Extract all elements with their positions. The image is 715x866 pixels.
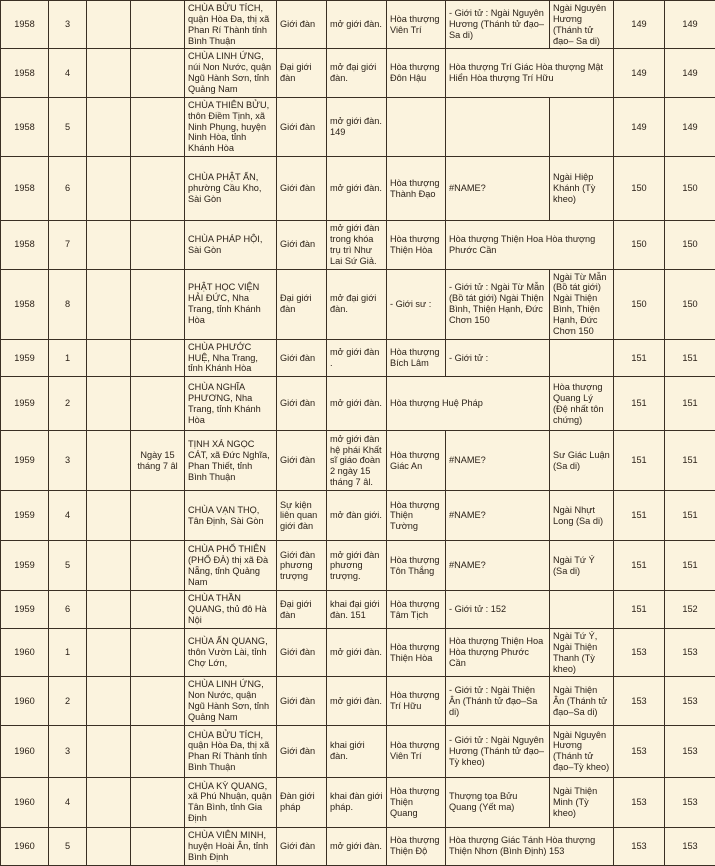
blank-cell <box>87 377 131 431</box>
roles-cell: - Giới tử : <box>446 339 550 377</box>
year-cell: 1960 <box>1 827 49 865</box>
page-start-cell: 151 <box>614 591 665 629</box>
blank-cell <box>87 491 131 541</box>
table-row <box>1 269 715 339</box>
page-end-cell: 151 <box>665 339 715 377</box>
roles-cell: #NAME? <box>446 431 550 491</box>
type-cell: Sự kiện liên quan giới đàn <box>277 491 327 541</box>
roles-cell: Hòa thượng Giác Tánh Hòa thượng Thiện Nhơn (Bình Định) 153 <box>446 827 614 865</box>
page-start-cell: 149 <box>614 49 665 97</box>
roles-cell: - Giới tử : Ngài Nguyên Hương (Thánh tử đạo–Sa di) <box>446 1 550 49</box>
roles-cell: Thượng tọa Bửu Quang (Yết ma) <box>446 777 550 827</box>
member-cell: Ngài Thiện Ân (Thánh tử đạo–Sa di) <box>550 677 614 725</box>
type-cell: Giới đàn <box>277 157 327 221</box>
master-cell: Hòa thượng Thiện Độ <box>387 827 446 865</box>
roles-cell: - Giới tử : 152 <box>446 591 550 629</box>
type-cell: Giới đàn <box>277 725 327 777</box>
type-cell: Đại giới đàn <box>277 269 327 339</box>
member-cell <box>550 591 614 629</box>
event-cell: khai đại giới đàn. 151 <box>327 591 387 629</box>
master-cell: Hòa thượng Thiện Hòa <box>387 628 446 676</box>
type-cell: Giới đàn <box>277 827 327 865</box>
master-cell: Hòa thượng Thiện Tường <box>387 491 446 541</box>
year-cell: 1959 <box>1 591 49 629</box>
page-end-cell: 149 <box>665 1 715 49</box>
member-cell: Ngài Nhựt Long (Sa di) <box>550 491 614 541</box>
number-cell: 1 <box>49 628 87 676</box>
blank-cell <box>87 49 131 97</box>
master-cell: Hòa thượng Thiện Hòa <box>387 221 446 269</box>
number-cell: 8 <box>49 269 87 339</box>
table-row <box>1 777 715 827</box>
master-cell: Hòa thượng Huệ Pháp <box>387 377 550 431</box>
date-cell <box>131 339 185 377</box>
page-start-cell: 150 <box>614 221 665 269</box>
blank-cell <box>87 677 131 725</box>
member-cell: Ngài Tứ Ý, Ngài Thiện Thanh (Tỳ kheo) <box>550 628 614 676</box>
master-cell: Hòa thượng Trí Hữu <box>387 677 446 725</box>
number-cell: 4 <box>49 777 87 827</box>
page-start-cell: 151 <box>614 431 665 491</box>
year-cell: 1960 <box>1 725 49 777</box>
year-cell: 1958 <box>1 49 49 97</box>
date-cell: Ngày 15 tháng 7 âl <box>131 431 185 491</box>
page-start-cell: 153 <box>614 725 665 777</box>
page-start-cell: 153 <box>614 777 665 827</box>
roles-cell: - Giới tử : Ngài Từ Mẫn (Bồ tát giới) Ngài Thiện Bình, Thiện Hạnh, Đức Chơn 150 <box>446 269 550 339</box>
date-cell <box>131 221 185 269</box>
number-cell: 4 <box>49 491 87 541</box>
event-cell: mở giới đàn. <box>327 157 387 221</box>
page-end-cell: 151 <box>665 431 715 491</box>
number-cell: 1 <box>49 339 87 377</box>
master-cell: Hòa thượng Viên Trí <box>387 725 446 777</box>
roles-cell: #NAME? <box>446 491 550 541</box>
page-end-cell: 150 <box>665 221 715 269</box>
event-cell: mở đại giới đàn. <box>327 269 387 339</box>
table-row <box>1 725 715 777</box>
event-cell: mở giới đàn phương trượng. <box>327 541 387 591</box>
number-cell: 5 <box>49 541 87 591</box>
type-cell: Giới đàn <box>277 221 327 269</box>
place-cell: CHÙA THẦN QUANG, thủ đô Hà Nội <box>185 591 277 629</box>
blank-cell <box>87 777 131 827</box>
place-cell: CHÙA VẠN THỌ, Tân Định, Sài Gòn <box>185 491 277 541</box>
member-cell: Ngài Nguyên Hương (Thánh tử đạo– Sa di) <box>550 1 614 49</box>
type-cell: Giới đàn <box>277 677 327 725</box>
page-start-cell: 151 <box>614 491 665 541</box>
page-end-cell: 153 <box>665 777 715 827</box>
place-cell: CHÙA LINH ỨNG, Non Nước, quận Ngũ Hành Sơn, tỉnh Quảng Nam <box>185 677 277 725</box>
type-cell: Đàn giới pháp <box>277 777 327 827</box>
blank-cell <box>87 591 131 629</box>
date-cell <box>131 49 185 97</box>
event-cell: mở giới đàn . <box>327 339 387 377</box>
place-cell: CHÙA THIÊN BỬU, thôn Điềm Tịnh, xã Ninh Phụng, huyện Ninh Hòa, tỉnh Khánh Hòa <box>185 97 277 156</box>
event-cell: mở giới đàn. <box>327 677 387 725</box>
place-cell: CHÙA BỬU TÍCH, quận Hòa Đa, thị xã Phan Rí Thành tỉnh Bình Thuận <box>185 1 277 49</box>
master-cell: Hòa thượng Thiện Quang <box>387 777 446 827</box>
number-cell: 4 <box>49 49 87 97</box>
number-cell: 2 <box>49 377 87 431</box>
page-start-cell: 153 <box>614 628 665 676</box>
event-cell: mở giới đàn hệ phái Khất sĩ giáo đoàn 2 ngày 15 tháng 7 âl. <box>327 431 387 491</box>
date-cell <box>131 491 185 541</box>
blank-cell <box>87 541 131 591</box>
year-cell: 1959 <box>1 431 49 491</box>
event-cell: mở giới đàn. 149 <box>327 97 387 156</box>
master-cell: Hòa thượng Bích Lâm <box>387 339 446 377</box>
master-cell: Hòa thượng Đôn Hậu <box>387 49 446 97</box>
table-row <box>1 377 715 431</box>
date-cell <box>131 628 185 676</box>
master-cell <box>387 97 446 156</box>
table-row <box>1 431 715 491</box>
page-end-cell: 153 <box>665 628 715 676</box>
type-cell: Giới đàn <box>277 339 327 377</box>
year-cell: 1958 <box>1 97 49 156</box>
type-cell: Giới đàn <box>277 431 327 491</box>
place-cell: PHẬT HỌC VIỆN HẢI ĐỨC, Nha Trang, tỉnh Khánh Hòa <box>185 269 277 339</box>
roles-cell: Hòa thượng Thiện Hoa Hòa thượng Phước Cần <box>446 221 614 269</box>
year-cell: 1960 <box>1 677 49 725</box>
event-cell: mở giới đàn. <box>327 827 387 865</box>
date-cell <box>131 725 185 777</box>
year-cell: 1959 <box>1 541 49 591</box>
page-start-cell: 149 <box>614 1 665 49</box>
table-row <box>1 97 715 156</box>
member-cell <box>550 97 614 156</box>
blank-cell <box>87 97 131 156</box>
year-cell: 1960 <box>1 628 49 676</box>
number-cell: 3 <box>49 725 87 777</box>
date-cell <box>131 677 185 725</box>
page-end-cell: 149 <box>665 97 715 156</box>
event-cell: mở giới đàn. <box>327 1 387 49</box>
type-cell: Giới đàn <box>277 97 327 156</box>
number-cell: 6 <box>49 591 87 629</box>
page-end-cell: 150 <box>665 157 715 221</box>
place-cell: CHÙA PHẬT ẤN, phường Cầu Kho, Sài Gòn <box>185 157 277 221</box>
year-cell: 1958 <box>1 221 49 269</box>
table-row <box>1 677 715 725</box>
event-cell: mở giới đàn. <box>327 377 387 431</box>
year-cell: 1958 <box>1 269 49 339</box>
year-cell: 1959 <box>1 339 49 377</box>
master-cell: Hòa thượng Tâm Tịch <box>387 591 446 629</box>
year-cell: 1959 <box>1 491 49 541</box>
blank-cell <box>87 269 131 339</box>
page-start-cell: 153 <box>614 677 665 725</box>
table-row <box>1 49 715 97</box>
table-row <box>1 491 715 541</box>
page-start-cell: 150 <box>614 269 665 339</box>
member-cell: Ngài Tứ Ý (Sa di) <box>550 541 614 591</box>
page-start-cell: 151 <box>614 339 665 377</box>
year-cell: 1959 <box>1 377 49 431</box>
table-row <box>1 591 715 629</box>
place-cell: CHÙA ẤN QUANG, thôn Vườn Lài, tỉnh Chợ Lớn, <box>185 628 277 676</box>
place-cell: CHÙA PHÁP HỘI, Sài Gòn <box>185 221 277 269</box>
page-end-cell: 151 <box>665 377 715 431</box>
number-cell: 7 <box>49 221 87 269</box>
date-cell <box>131 97 185 156</box>
blank-cell <box>87 157 131 221</box>
event-cell: mở giới đàn. <box>327 628 387 676</box>
table-row <box>1 628 715 676</box>
page-end-cell: 153 <box>665 725 715 777</box>
page-start-cell: 150 <box>614 157 665 221</box>
date-cell <box>131 157 185 221</box>
place-cell: TỊNH XÁ NGỌC CÁT, xã Đức Nghĩa, Phan Thiết, tỉnh Bình Thuận <box>185 431 277 491</box>
event-cell: khai giới đàn. <box>327 725 387 777</box>
event-cell: mở giới đàn trong khóa trụ trì Như Lai Sứ Giả. <box>327 221 387 269</box>
table-row <box>1 1 715 49</box>
table-row <box>1 827 715 865</box>
page-start-cell: 153 <box>614 827 665 865</box>
number-cell: 2 <box>49 677 87 725</box>
number-cell: 5 <box>49 827 87 865</box>
page-start-cell: 151 <box>614 377 665 431</box>
table-body <box>1 1 715 866</box>
type-cell: Giới đàn phương trượng <box>277 541 327 591</box>
roles-cell: Hòa thượng Thiện Hoa Hòa thượng Phước Cần <box>446 628 550 676</box>
type-cell: Đại giới đàn <box>277 49 327 97</box>
roles-cell: - Giới tử : Ngài Nguyên Hương (Thánh tử đạo– Tỳ kheo) <box>446 725 550 777</box>
place-cell: CHÙA NGHĨA PHƯƠNG, Nha Trang, tỉnh Khánh Hòa <box>185 377 277 431</box>
roles-cell: Hòa thượng Trí Giác Hòa thượng Mật Hiển Hòa thượng Trí Hữu <box>446 49 614 97</box>
page-end-cell: 153 <box>665 827 715 865</box>
event-cell: khai đàn giới pháp. <box>327 777 387 827</box>
roles-cell: #NAME? <box>446 157 550 221</box>
roles-cell <box>446 97 550 156</box>
member-cell: Ngài Thiện Minh (Tỳ kheo) <box>550 777 614 827</box>
number-cell: 5 <box>49 97 87 156</box>
table-row <box>1 221 715 269</box>
page-end-cell: 151 <box>665 541 715 591</box>
place-cell: CHÙA PHƯỚC HUỆ, Nha Trang, tỉnh Khánh Hòa <box>185 339 277 377</box>
member-cell: Hòa thượng Quang Lý (Đệ nhất tôn chứng) <box>550 377 614 431</box>
type-cell: Giới đàn <box>277 1 327 49</box>
type-cell: Giới đàn <box>277 628 327 676</box>
year-cell: 1960 <box>1 777 49 827</box>
page-end-cell: 150 <box>665 269 715 339</box>
blank-cell <box>87 339 131 377</box>
date-cell <box>131 827 185 865</box>
master-cell: - Giới sư : <box>387 269 446 339</box>
number-cell: 3 <box>49 431 87 491</box>
blank-cell <box>87 827 131 865</box>
page-end-cell: 149 <box>665 49 715 97</box>
member-cell: Ngài Nguyên Hương (Thánh tử đạo–Tỳ kheo) <box>550 725 614 777</box>
blank-cell <box>87 628 131 676</box>
date-cell <box>131 377 185 431</box>
page-start-cell: 151 <box>614 541 665 591</box>
member-cell: Sư Giác Luận (Sa di) <box>550 431 614 491</box>
master-cell: Hòa thượng Viên Trí <box>387 1 446 49</box>
year-cell: 1958 <box>1 1 49 49</box>
type-cell: Giới đàn <box>277 377 327 431</box>
blank-cell <box>87 431 131 491</box>
roles-cell: #NAME? <box>446 541 550 591</box>
event-cell: mở đàn giới. <box>327 491 387 541</box>
member-cell <box>550 339 614 377</box>
page-end-cell: 153 <box>665 677 715 725</box>
place-cell: CHÙA LINH ỨNG, núi Non Nước, quận Ngũ Hành Sơn, tỉnh Quảng Nam <box>185 49 277 97</box>
master-cell: Hòa thượng Tôn Thắng <box>387 541 446 591</box>
member-cell: Ngài Từ Mẫn (Bồ tát giới) Ngài Thiện Bình, Thiện Hạnh, Đức Chơn 150 <box>550 269 614 339</box>
page-end-cell: 151 <box>665 491 715 541</box>
table-row <box>1 157 715 221</box>
master-cell: Hòa thượng Thành Đạo <box>387 157 446 221</box>
blank-cell <box>87 725 131 777</box>
number-cell: 6 <box>49 157 87 221</box>
place-cell: CHÙA PHỔ THIÊN (PHỔ ĐÀ) thị xã Đà Nẵng, tỉnh Quảng Nam <box>185 541 277 591</box>
type-cell: Đại giới đàn <box>277 591 327 629</box>
place-cell: CHÙA VIÊN MINH, huyện Hoài Ân, tỉnh Bình Định <box>185 827 277 865</box>
page-start-cell: 149 <box>614 97 665 156</box>
place-cell: CHÙA BỬU TÍCH, quận Hòa Đa, thị xã Phan Rí Thành tỉnh Bình Thuận <box>185 725 277 777</box>
year-cell: 1958 <box>1 157 49 221</box>
date-cell <box>131 1 185 49</box>
date-cell <box>131 777 185 827</box>
date-cell <box>131 541 185 591</box>
date-cell <box>131 269 185 339</box>
blank-cell <box>87 1 131 49</box>
member-cell: Ngài Hiệp Khánh (Tỳ kheo) <box>550 157 614 221</box>
blank-cell <box>87 221 131 269</box>
page-end-cell: 152 <box>665 591 715 629</box>
number-cell: 3 <box>49 1 87 49</box>
place-cell: CHÙA KỲ QUANG, xã Phú Nhuận, quận Tân Bình, tỉnh Gia Định <box>185 777 277 827</box>
event-cell: mở đại giới đàn. <box>327 49 387 97</box>
date-cell <box>131 591 185 629</box>
table-row <box>1 541 715 591</box>
roles-cell: - Giới tử : Ngài Thiện Ân (Thánh tử đạo–Sa di) <box>446 677 550 725</box>
table-row <box>1 339 715 377</box>
master-cell: Hòa thượng Giác An <box>387 431 446 491</box>
